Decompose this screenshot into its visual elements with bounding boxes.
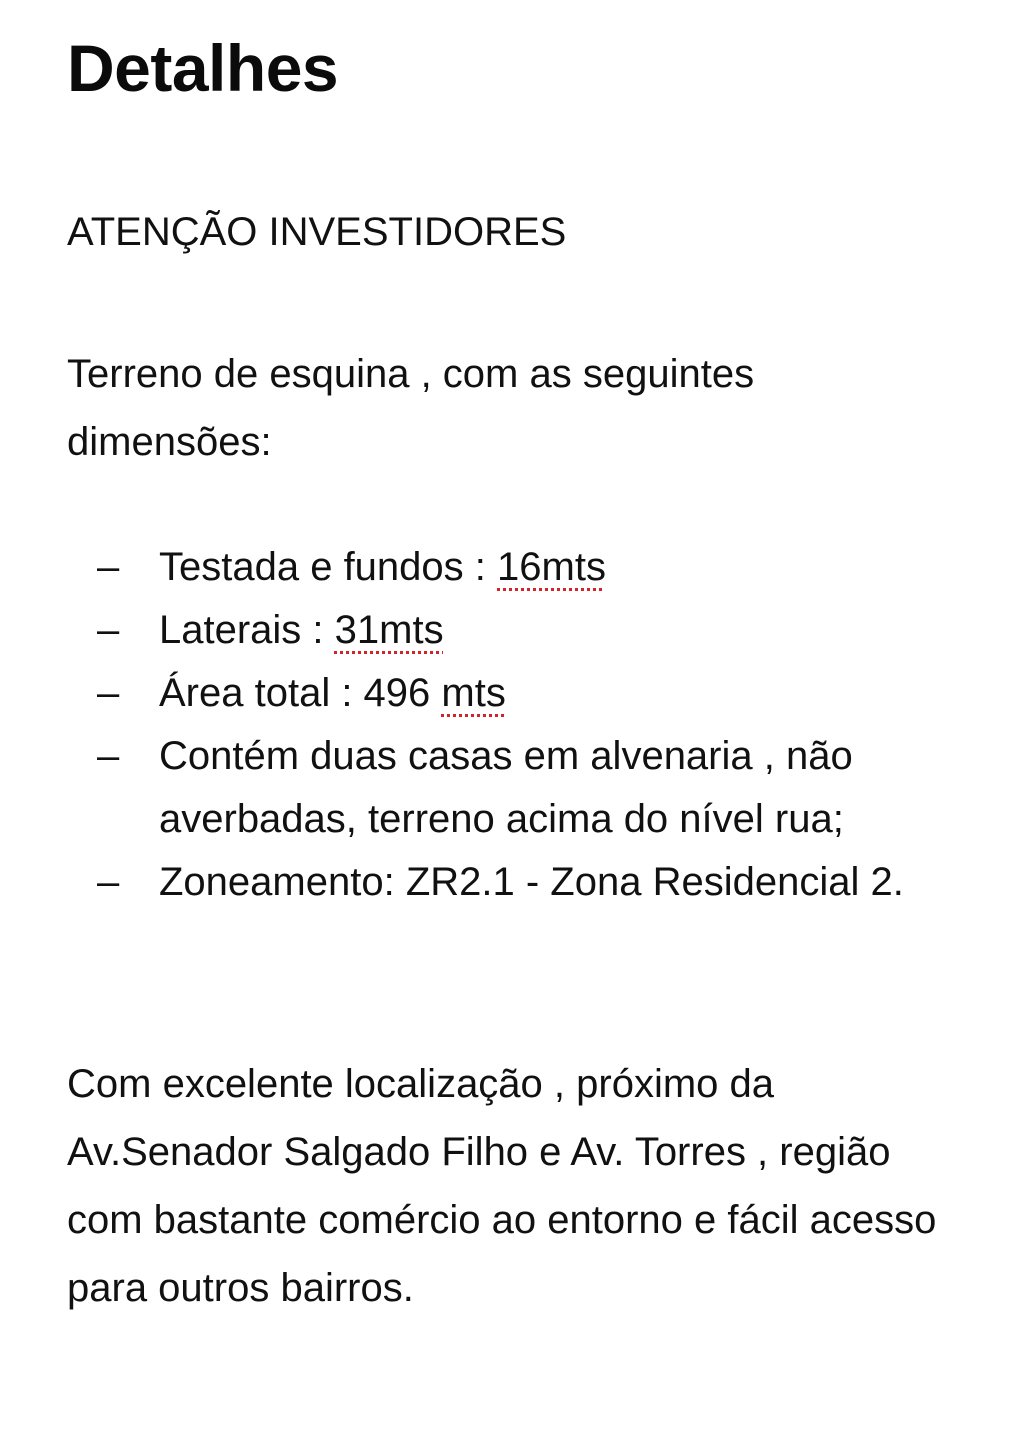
item-text: Área total : 496 <box>159 671 442 715</box>
spellcheck-flagged-word[interactable]: 16mts <box>497 545 606 589</box>
location-paragraph: Com excelente localização , próximo da Av.Senador Salgado Filho e Av. Torres , região com bastante comércio ao entorno e fácil acesso para outros bairros. <box>67 1062 937 1310</box>
announcement-heading: ATENÇÃO INVESTIDORES <box>67 210 567 254</box>
list-item <box>97 662 967 725</box>
bullet-dash: – <box>97 608 120 652</box>
list-item <box>97 536 967 599</box>
dimensions-list <box>97 536 967 914</box>
list-item <box>97 851 967 914</box>
bullet-dash: – <box>97 860 120 904</box>
spellcheck-flagged-word[interactable]: mts <box>441 671 506 715</box>
bullet-dash: – <box>97 545 120 589</box>
page-title: Detalhes <box>67 31 339 105</box>
intro-paragraph: Terreno de esquina , com as seguintes dimensões: <box>67 352 755 464</box>
spellcheck-flagged-word[interactable]: 31mts <box>334 608 444 652</box>
bullet-dash: – <box>97 734 120 778</box>
item-text: Laterais : <box>159 608 335 652</box>
item-text: Testada e fundos : <box>159 545 498 589</box>
bullet-dash: – <box>97 671 120 715</box>
item-text: Zoneamento: ZR2.1 - Zona Residencial 2. <box>159 860 904 904</box>
list-item <box>97 725 967 851</box>
list-item <box>97 599 967 662</box>
item-text: Contém duas casas em alvenaria , não averbadas, terreno acima do nível rua; <box>159 734 853 841</box>
